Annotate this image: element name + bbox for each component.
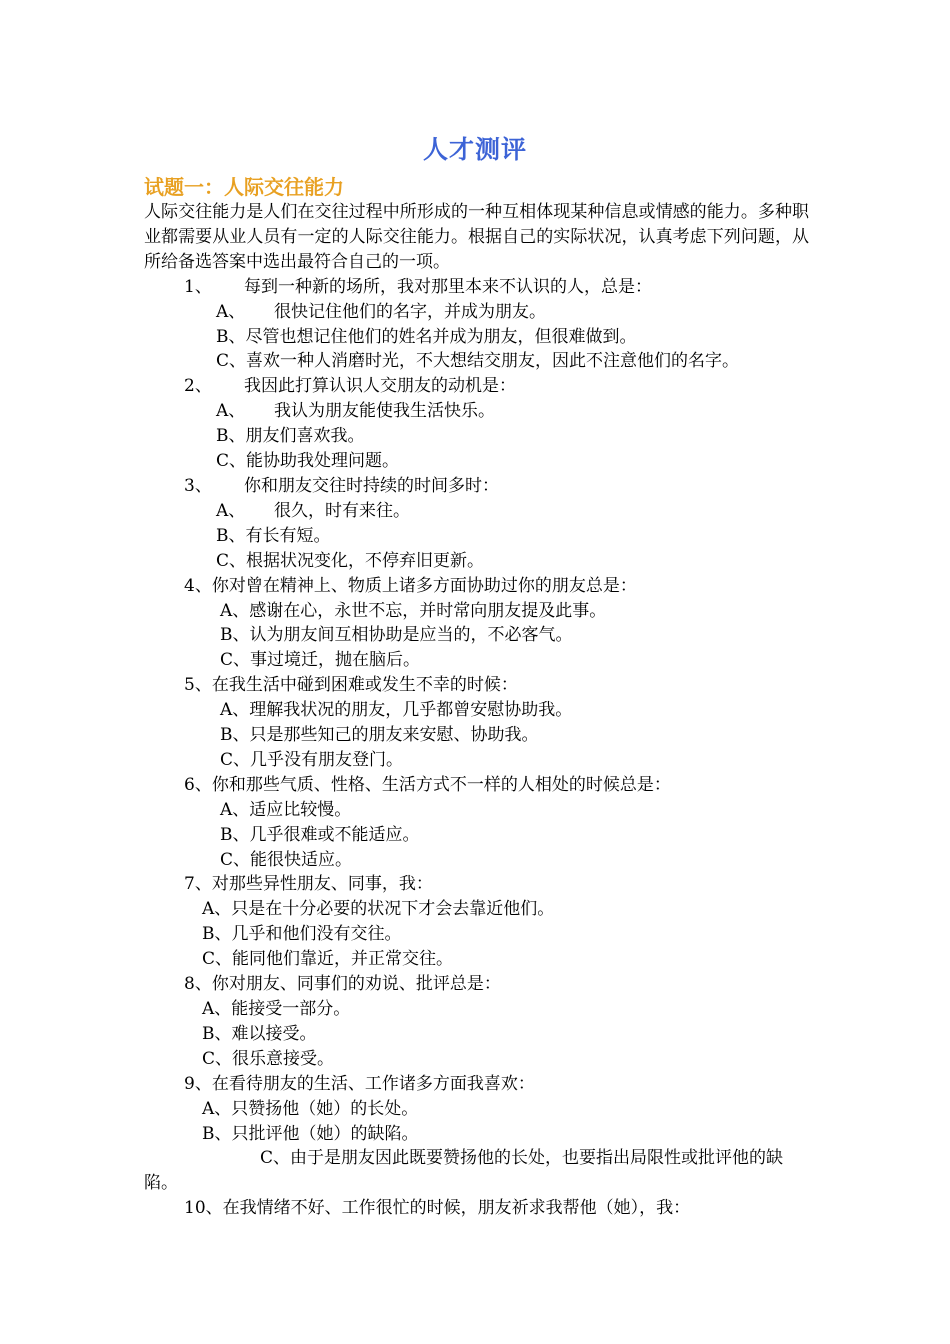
option-text: 喜欢一种人消磨时光，不大想结交朋友，因此不注意他们的名字。 <box>246 351 740 372</box>
option-letter: B、 <box>202 1023 232 1044</box>
option-2c <box>144 449 809 474</box>
question-text: 你和朋友交往时持续的时间多时： <box>244 475 499 496</box>
option-letter: C、 <box>220 749 251 770</box>
option-letter: B、 <box>216 326 246 347</box>
question-text: 对那些异性朋友、同事，我： <box>211 874 433 895</box>
question-2 <box>144 374 809 399</box>
option-letter: C、 <box>220 849 251 870</box>
option-letter: C、 <box>216 451 247 472</box>
option-letter: A、 <box>220 600 250 621</box>
option-9a <box>144 1097 809 1122</box>
question-text: 你对曾在精神上、物质上诸多方面协助过你的朋友总是： <box>211 575 637 596</box>
option-text: 尽管也想记住他们的姓名并成为朋友，但很难做到。 <box>245 326 637 347</box>
option-9b <box>144 1122 809 1147</box>
question-text: 每到一种新的场所，我对那里本来不认识的人，总是： <box>244 276 652 297</box>
question-8 <box>144 972 809 997</box>
option-text: 有长有短。 <box>245 525 331 546</box>
option-6b <box>144 823 809 848</box>
page-title: 人才测评 <box>422 135 527 164</box>
option-5b <box>144 723 809 748</box>
option-1a <box>144 300 809 325</box>
option-letter: A、 <box>220 700 250 721</box>
option-letter: B、 <box>216 525 246 546</box>
option-text: 几乎和他们没有交往。 <box>231 924 402 945</box>
option-letter: A、 <box>202 999 232 1019</box>
question-10 <box>144 1196 809 1221</box>
option-letter: A、 <box>216 301 246 322</box>
option-letter: C、 <box>216 550 247 571</box>
option-letter: A、 <box>216 500 246 521</box>
option-text: 很乐意接受。 <box>232 1048 335 1069</box>
option-text: 难以接受。 <box>231 1023 317 1044</box>
option-9c <box>144 1146 809 1196</box>
question-text: 你和那些气质、性格、生活方式不一样的人相处的时候总是： <box>211 774 671 795</box>
option-text: 朋友们喜欢我。 <box>245 426 365 447</box>
option-8b <box>144 1022 809 1047</box>
option-8c <box>144 1047 809 1072</box>
option-3a <box>144 499 809 524</box>
option-letter: C、 <box>220 650 251 671</box>
option-letter: B、 <box>202 924 232 945</box>
option-letter: C、 <box>216 351 247 372</box>
option-letter: B、 <box>220 625 250 646</box>
option-text: 事过境迁，抛在脑后。 <box>250 650 421 671</box>
question-number: 8、 <box>184 974 212 995</box>
question-number: 6、 <box>184 774 212 795</box>
option-3c <box>144 549 809 574</box>
option-letter: C、 <box>260 1148 291 1169</box>
option-text: 只是那些知己的朋友来安慰、协助我。 <box>249 725 539 746</box>
option-4c <box>144 648 809 673</box>
question-text: 你对朋友、同事们的劝说、批评总是： <box>211 974 501 995</box>
question-text: 在我生活中碰到困难或发生不幸的时候： <box>211 675 518 696</box>
question-7 <box>144 872 809 897</box>
option-6a <box>144 798 809 823</box>
question-4 <box>144 574 809 599</box>
question-text: 我因此打算认识人交朋友的动机是： <box>244 376 516 397</box>
option-2a <box>144 399 809 424</box>
option-letter: A、 <box>220 799 250 820</box>
option-7c <box>144 947 809 972</box>
option-letter: B、 <box>202 1123 232 1144</box>
question-text: 在看待朋友的生活、工作诸多方面我喜欢： <box>211 1073 535 1094</box>
question-number: 7、 <box>184 874 212 895</box>
option-text: 几乎很难或不能适应。 <box>249 824 420 845</box>
question-number: 5、 <box>184 675 212 696</box>
option-8a <box>144 997 809 1022</box>
question-number: 9、 <box>184 1073 212 1094</box>
question-number: 1、 <box>184 276 212 297</box>
option-7b <box>144 922 809 947</box>
option-text: 只是在十分必要的状况下才会去靠近他们。 <box>231 899 555 920</box>
question-1 <box>144 275 809 300</box>
option-text: 认为朋友间互相协助是应当的，不必客气。 <box>249 625 573 646</box>
question-9 <box>144 1072 809 1097</box>
option-1b <box>144 325 809 350</box>
option-letter: B、 <box>216 426 246 447</box>
question-number: 4、 <box>184 575 212 596</box>
option-1c <box>144 349 809 374</box>
option-text: 能协助我处理问题。 <box>246 451 400 472</box>
option-3b <box>144 524 809 549</box>
section-heading: 试题一：人际交往能力 <box>144 175 344 199</box>
question-text: 在我情绪不好、工作很忙的时候，朋友祈求我帮他（她），我： <box>222 1198 691 1219</box>
option-7a <box>144 897 809 922</box>
option-text: 能同他们靠近，并正常交往。 <box>232 949 454 970</box>
option-text: 由于是朋友因此既要赞扬他的长处，也要指出局限性或批评他的缺陷。 <box>144 1148 784 1194</box>
option-text: 几乎没有朋友登门。 <box>250 749 404 770</box>
option-text: 只批评他（她）的缺陷。 <box>231 1123 419 1144</box>
option-text: 适应比较慢。 <box>249 799 352 820</box>
option-text: 很快记住他们的名字，并成为朋友。 <box>274 301 546 322</box>
option-letter: B、 <box>220 824 250 845</box>
option-text: 理解我状况的朋友，几乎都曾安慰协助我。 <box>249 700 573 721</box>
option-5a <box>144 698 809 723</box>
option-text: 我认为朋友能使我生活快乐。 <box>274 401 495 422</box>
option-text: 能很快适应。 <box>250 849 353 870</box>
question-5 <box>144 673 809 698</box>
option-text: 根据状况变化，不停弃旧更新。 <box>246 550 485 571</box>
option-text: 很久，时有来往。 <box>274 500 410 521</box>
intro-paragraph: 人际交往能力是人们在交往过程中所形成的一种互相体现某种信息或情感的能力。多种职业都需要从业人员有一定的人际交往能力。根据自己的实际状况，认真考虑下列问题，从所给备选答案中选出最符合自己的一项。 <box>144 202 809 272</box>
question-number: 3、 <box>184 475 212 496</box>
option-text: 能接受一部分。 <box>231 999 351 1019</box>
option-6c <box>144 848 809 873</box>
option-letter: C、 <box>202 1048 233 1069</box>
question-3 <box>144 474 809 499</box>
option-5c <box>144 748 809 773</box>
option-letter: A、 <box>202 899 232 920</box>
document-body <box>144 200 809 1221</box>
option-2b <box>144 424 809 449</box>
question-number: 10、 <box>184 1198 223 1219</box>
question-number: 2、 <box>184 376 212 397</box>
option-letter: B、 <box>220 725 250 746</box>
option-4a <box>144 599 809 624</box>
option-4b <box>144 623 809 648</box>
option-text: 只赞扬他（她）的长处。 <box>231 1098 419 1119</box>
option-text: 感谢在心，永世不忘，并时常向朋友提及此事。 <box>249 600 607 621</box>
option-letter: A、 <box>216 401 246 422</box>
option-letter: A、 <box>202 1098 232 1119</box>
option-letter: C、 <box>202 949 233 970</box>
question-6 <box>144 773 809 798</box>
